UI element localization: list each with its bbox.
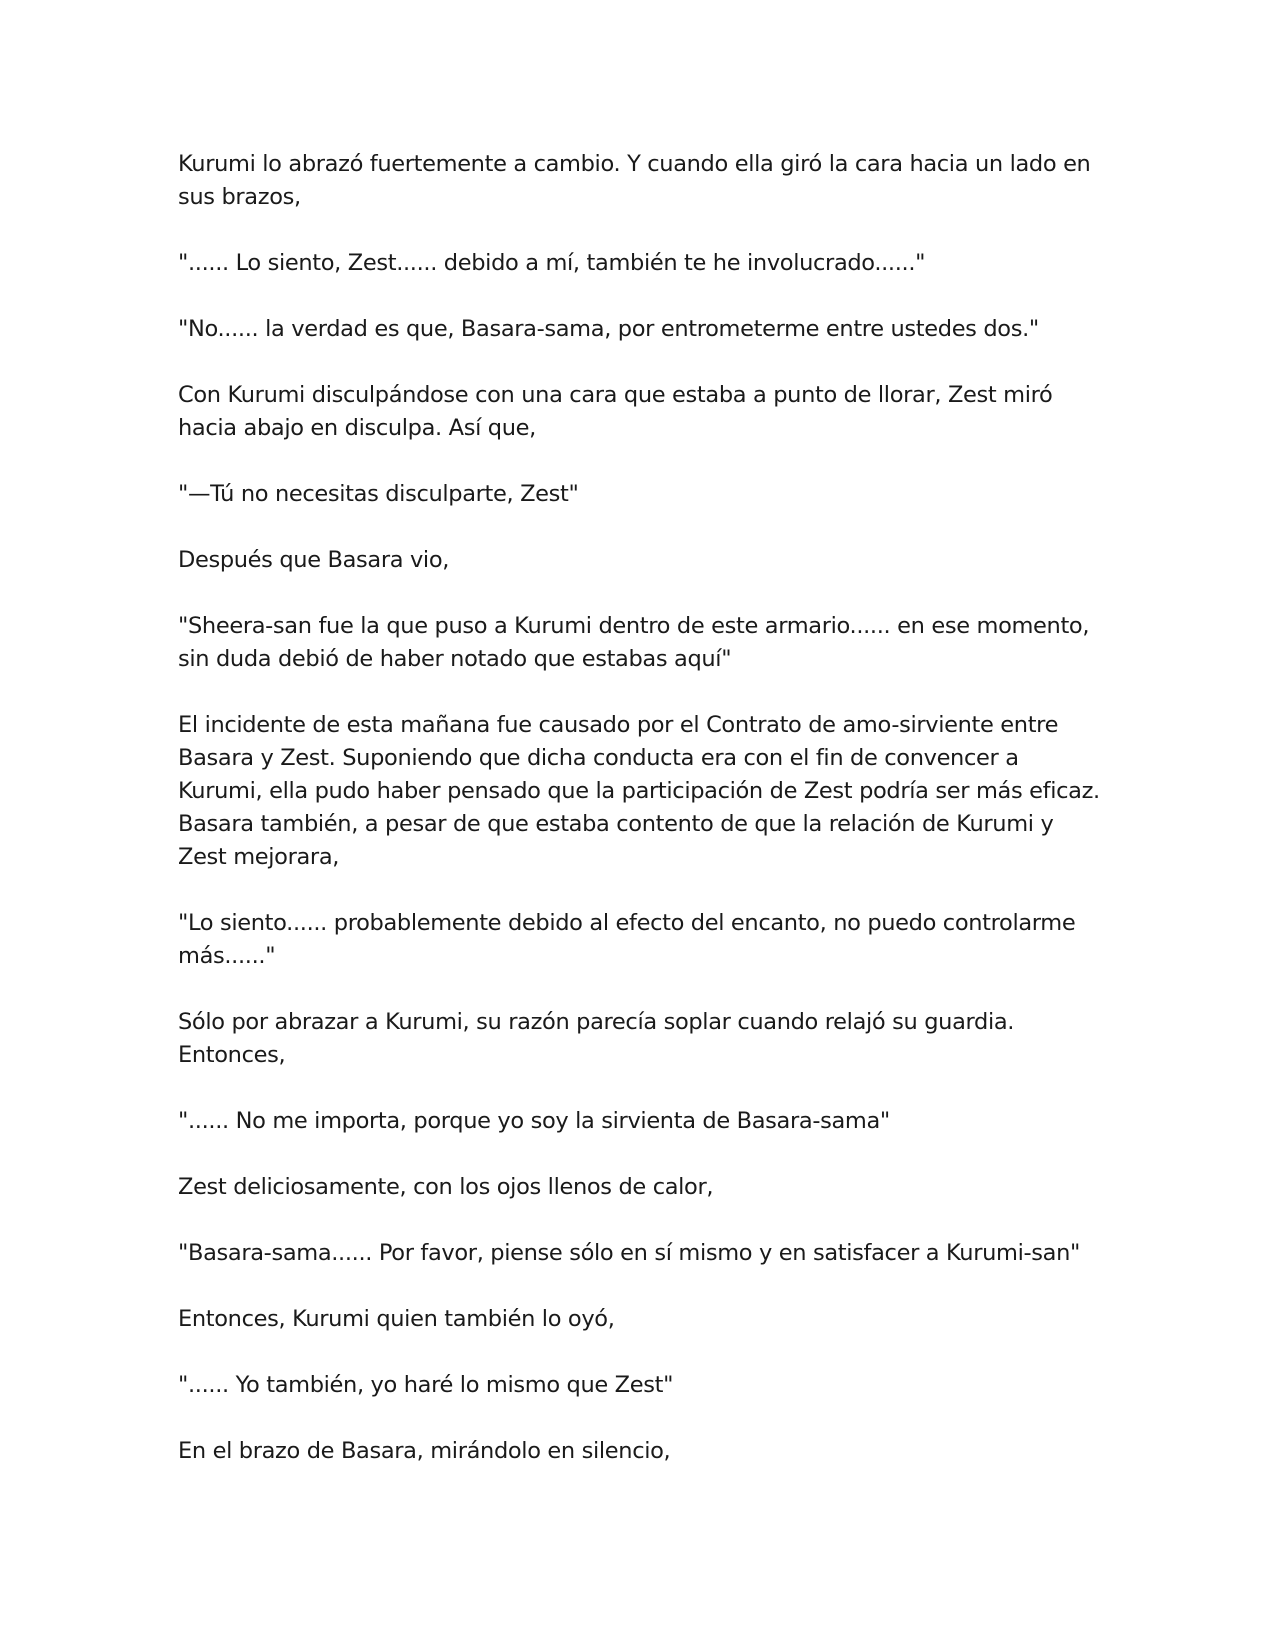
paragraph-1: Kurumi lo abrazó fuertemente a cambio. Y cuando ella giró la cara hacia un lado en sus brazos, bbox=[178, 151, 1091, 210]
paragraph-3: "No...... la verdad es que, Basara-sama, por entrometerme entre ustedes dos." bbox=[178, 316, 1039, 342]
paragraph-13: "Basara-sama...... Por favor, piense sólo en sí mismo y en satisfacer a Kurumi-san" bbox=[178, 1240, 1080, 1266]
paragraph-9: "Lo siento...... probablemente debido al efecto del encanto, no puedo controlarme más......" bbox=[178, 910, 1076, 969]
paragraph-16: En el brazo de Basara, mirándolo en silencio, bbox=[178, 1438, 671, 1464]
paragraph-11: "...... No me importa, porque yo soy la sirvienta de Basara-sama" bbox=[178, 1108, 890, 1134]
paragraph-4: Con Kurumi disculpándose con una cara que estaba a punto de llorar, Zest miró hacia abajo en disculpa. Así que, bbox=[178, 382, 1053, 441]
paragraph-2: "...... Lo siento, Zest...... debido a mí, también te he involucrado......" bbox=[178, 250, 926, 276]
paragraph-10: Sólo por abrazar a Kurumi, su razón parecía soplar cuando relajó su guardia. Entonces, bbox=[178, 1009, 1015, 1068]
paragraph-5: "—Tú no necesitas disculparte, Zest" bbox=[178, 481, 579, 507]
paragraph-14: Entonces, Kurumi quien también lo oyó, bbox=[178, 1306, 615, 1332]
document-body bbox=[178, 148, 1108, 1501]
paragraph-12: Zest deliciosamente, con los ojos llenos de calor, bbox=[178, 1174, 714, 1200]
paragraph-15: "...... Yo también, yo haré lo mismo que Zest" bbox=[178, 1372, 674, 1398]
paragraph-6: Después que Basara vio, bbox=[178, 547, 450, 573]
paragraph-7: "Sheera-san fue la que puso a Kurumi dentro de este armario...... en ese momento, sin duda debió de haber notado que estabas aquí" bbox=[178, 613, 1090, 672]
paragraph-8: El incidente de esta mañana fue causado por el Contrato de amo-sirviente entre Basara y Zest. Suponiendo que dicha conducta era con el fin de convencer a Kurumi, ella pudo haber pensado que la participación de Zest podría ser más eficaz. Basara también, a pesar de que estaba contento de que la relación de Kurumi y Zest mejorara, bbox=[178, 712, 1100, 870]
